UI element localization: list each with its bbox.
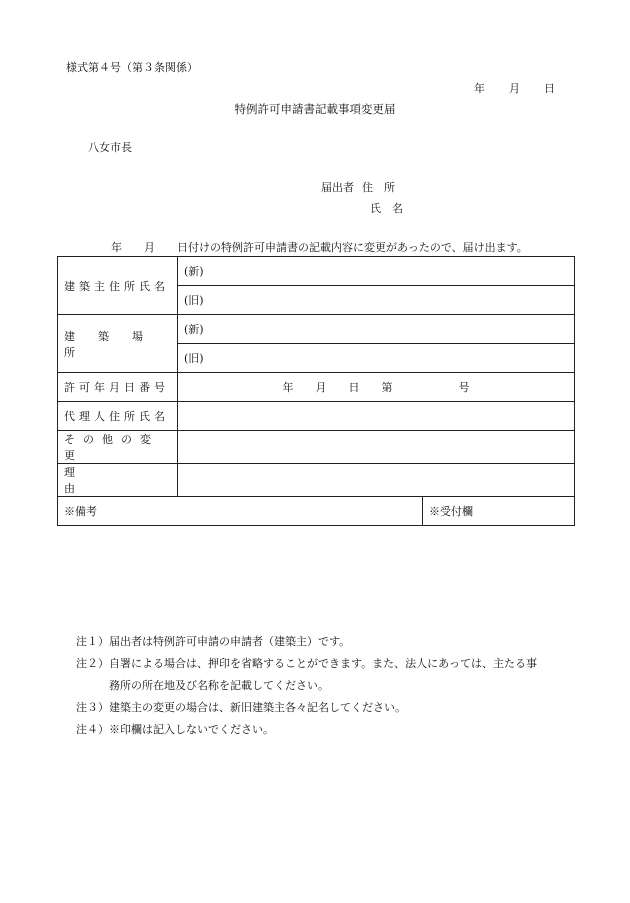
agent-label-cell [58,402,178,431]
date-day-label: 日 [544,82,555,95]
site-label: 建築場所 [64,329,166,359]
reception-label: ※受付欄 [429,505,473,518]
date-line [474,80,555,96]
owner-new-cell[interactable] [178,257,575,286]
owner-label-cell [58,257,178,315]
date-month-label: 月 [509,82,520,95]
other-value-cell[interactable] [178,431,575,464]
agent-label: 代理人住所氏名 [64,410,169,423]
intro-text: 年 月 日付けの特例許可申請書の記載内容に変更があったので、届け出ます。 [111,241,528,254]
note-4: 注４）※印欄は記入しないでください。 [76,723,274,736]
note-1: 注１）届出者は特例許可申請の申請者（建築主）です。 [76,635,351,648]
applicant-name-label: 氏 名 [370,202,403,215]
owner-new-label: (新) [184,265,204,278]
form-number: 様式第４号（第３条関係） [66,61,198,74]
addressee: 八女市長 [88,141,132,154]
permit-value: 年 月 日 第 号 [282,381,470,394]
owner-old-cell[interactable] [178,286,575,315]
note-2-continued: 務所の所在地及び名称を記載してください。 [109,679,329,692]
applicant-label: 届出者 [321,181,354,194]
note-2: 注２）自署による場合は、押印を省略することができます。また、法人にあっては、主たる事 [76,657,538,670]
change-form-table [57,256,575,526]
reason-value-cell[interactable] [178,464,575,497]
reason-label: 理由 [64,466,152,495]
date-year-label: 年 [474,82,485,95]
owner-label: 建築主住所氏名 [64,279,169,293]
remarks-cell [58,497,423,526]
agent-value-cell[interactable] [178,402,575,431]
owner-old-label: (旧) [184,294,204,307]
document-title: 特例許可申請書記載事項変更届 [234,102,396,116]
other-label-cell [58,431,178,464]
other-label: その他の変更 [64,433,159,462]
site-old-cell[interactable] [178,344,575,373]
permit-value-cell[interactable] [178,373,575,402]
remarks-label: ※備考 [64,505,97,518]
applicant-address-line [321,179,395,195]
site-label-cell [58,315,178,373]
reception-cell [423,497,575,526]
applicant-address-label: 住 所 [362,181,395,194]
note-3: 注３）建築主の変更の場合は、新旧建築主各々記名してください。 [76,701,406,714]
notes [76,631,537,741]
reason-label-cell [58,464,178,497]
permit-label: 許可年月日番号 [64,381,169,394]
site-new-cell[interactable] [178,315,575,344]
site-new-label: (新) [184,323,204,336]
permit-label-cell [58,373,178,402]
site-old-label: (旧) [184,352,204,365]
